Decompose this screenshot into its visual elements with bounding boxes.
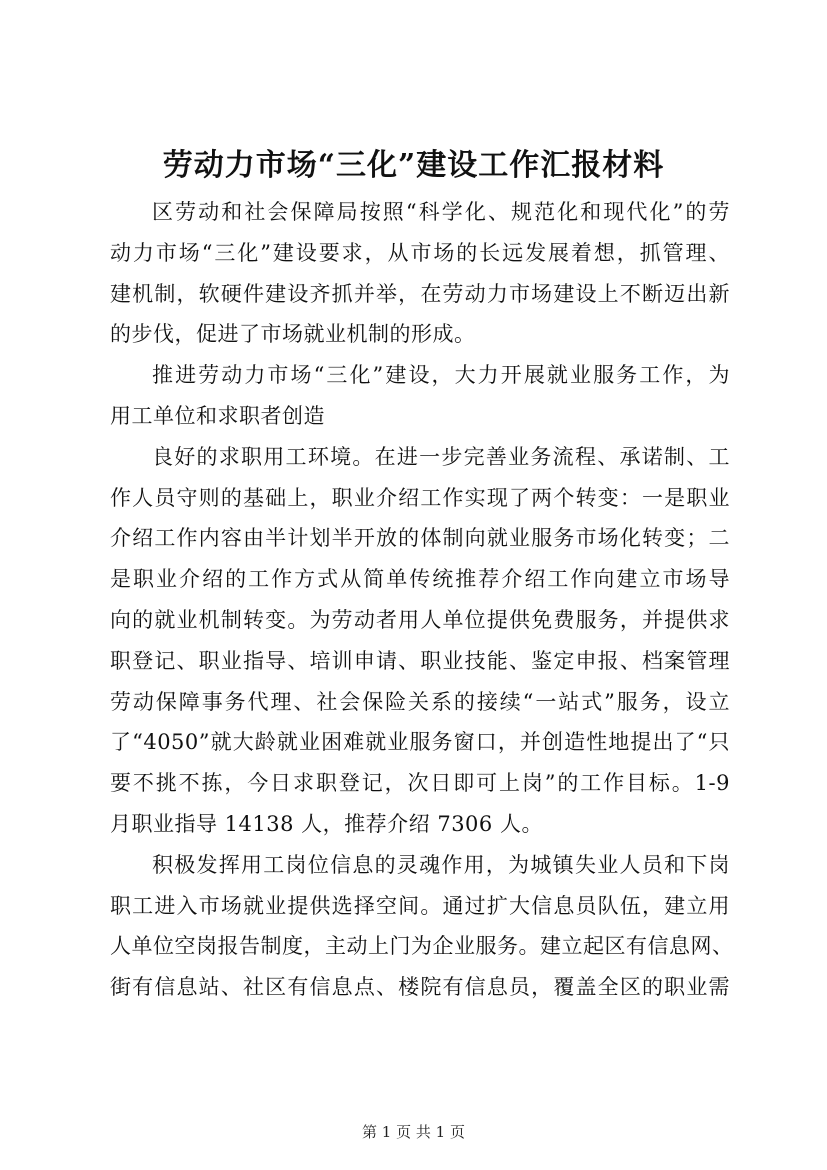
text-line: 职工进入市场就业提供选择空间。通过扩大信息员队伍，建立用 (110, 893, 730, 918)
text-line: 职登记、职业指导、培训申请、职业技能、鉴定申报、档案管理 (110, 648, 730, 673)
text-line: 了“4050”就大龄就业困难就业服务窗口，并创造性地提出了“只 (110, 730, 730, 755)
paragraph (110, 845, 734, 1008)
text-line: 人单位空岗报告制度，主动上门为企业服务。建立起区有信息网、 (110, 934, 734, 959)
paragraph (110, 437, 730, 845)
paragraph (110, 355, 730, 437)
text-line: 用工单位和求职者创造 (110, 403, 325, 428)
text-line: 街有信息站、社区有信息点、楼院有信息员，覆盖全区的职业需 (110, 975, 730, 1000)
text-line: 向的就业机制转变。为劳动者用人单位提供免费服务，并提供求 (110, 607, 730, 632)
document-title: 劳动力市场“三化”建设工作汇报材料 (162, 148, 665, 183)
text-line: 动力市场“三化”建设要求，从市场的长远发展着想，抓管理、 (110, 240, 730, 265)
paragraph (110, 192, 730, 355)
text-line: 推进劳动力市场“三化”建设，大力开展就业服务工作，为 (152, 363, 730, 388)
document-body (110, 192, 734, 1008)
text-line: 建机制，软硬件建设齐抓并举，在劳动力市场建设上不断迈出新 (110, 281, 730, 306)
text-line: 积极发挥用工岗位信息的灵魂作用，为城镇失业人员和下岗 (152, 852, 730, 877)
text-line: 要不挑不拣，今日求职登记，次日即可上岗”的工作目标。1-9 (110, 771, 730, 796)
text-line: 劳动保障事务代理、社会保险关系的接续“一站式”服务，设立 (110, 689, 730, 714)
page-footer: 第 1 页 共 1 页 (362, 1123, 465, 1141)
text-line: 月职业指导 14138 人，推荐介绍 7306 人。 (110, 811, 543, 836)
text-line: 是职业介绍的工作方式从简单传统推荐介绍工作向建立市场导 (110, 567, 730, 592)
text-line: 作人员守则的基础上，职业介绍工作实现了两个转变：一是职业 (110, 485, 730, 510)
text-line: 良好的求职用工环境。在进一步完善业务流程、承诺制、工 (152, 444, 730, 469)
text-line: 的步伐，促进了市场就业机制的形成。 (110, 322, 476, 347)
text-line: 区劳动和社会保障局按照“科学化、规范化和现代化”的劳 (152, 200, 730, 224)
text-line: 介绍工作内容由半计划半开放的体制向就业服务市场化转变；二 (110, 526, 730, 551)
